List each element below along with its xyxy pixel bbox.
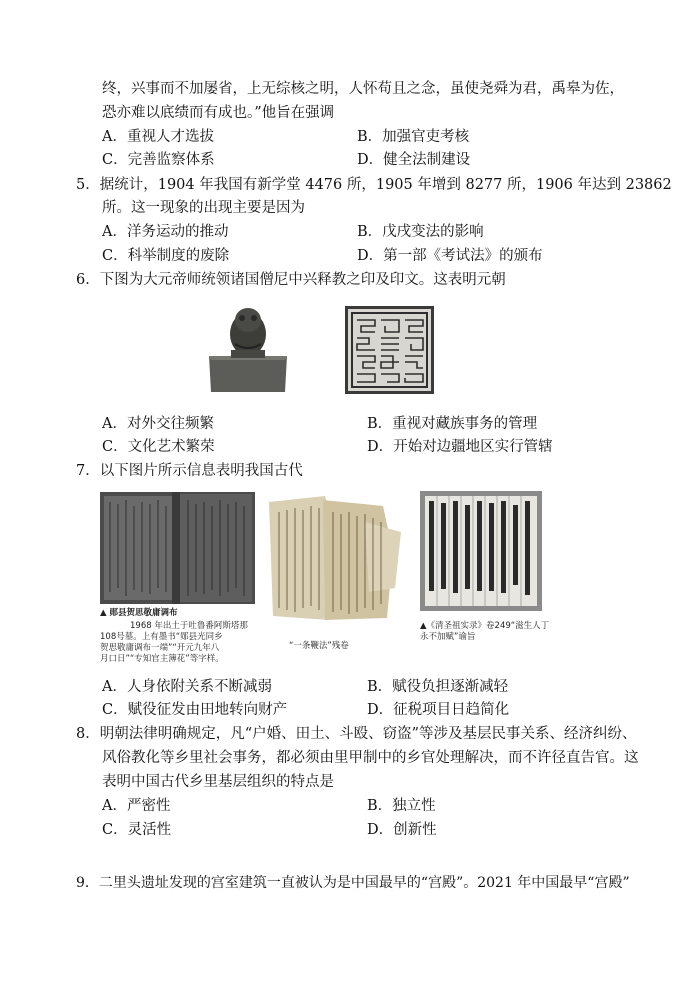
q6-stem: 6．下图为大元帝师统领诸国僧尼中兴释教之印及印文。这表明元朝 xyxy=(76,272,506,288)
q6-option-c: C．文化艺术繁荣 xyxy=(102,439,215,455)
q7-image1-caption-line-4: 月口日”“专知官主簿花”等字样。 xyxy=(100,654,224,664)
tang-tax-cloth-photo xyxy=(100,492,255,604)
q7-image3-caption-line-1: ▲《清圣祖实录》卷249“滋生人丁 xyxy=(420,621,550,631)
q4-option-a: A．重视人才选拔 xyxy=(102,129,214,145)
q8-option-d: D．创新性 xyxy=(367,822,437,838)
q7-image2-caption: “一条鞭法”残卷 xyxy=(289,641,349,651)
q7-option-b: B．赋役负担逐渐减轻 xyxy=(367,679,509,695)
q7-image1-caption-line-2: 108号墓。上有墨书“郧县光同乡 xyxy=(100,632,223,642)
q6-option-b: B．重视对藏族事务的管理 xyxy=(367,416,538,432)
q4-continuation-line-2: 恐亦难以底绩而有成也。”他旨在强调 xyxy=(102,105,335,121)
q8-option-b: B．独立性 xyxy=(367,798,436,814)
q8-option-c: C．灵活性 xyxy=(102,822,172,838)
q8-stem-line-3: 表明中国古代乡里基层组织的特点是 xyxy=(102,774,334,790)
q7-option-c: C．赋役征发由田地转向财产 xyxy=(102,702,288,718)
qing-veritable-records-photo xyxy=(420,491,542,611)
q7-image3-caption-line-2: 永不加赋”谕旨 xyxy=(420,632,476,642)
q5-option-a: A．洋务运动的推动 xyxy=(102,224,229,240)
q4-option-c: C．完善监察体系 xyxy=(102,152,215,168)
q4-continuation-line-1: 终，兴事而不加屡省，上无综核之明，人怀苟且之念，虽使尧舜为君，禹皋为佐， xyxy=(102,81,624,97)
q7-option-d: D．征税项目日趋简化 xyxy=(367,702,510,718)
bronze-seal-photo xyxy=(203,300,293,395)
q8-option-a: A．严密性 xyxy=(102,798,171,814)
q6-option-d: D．开始对边疆地区实行管辖 xyxy=(367,439,553,455)
q5-option-b: B．戊戌变法的影响 xyxy=(357,224,484,240)
q4-option-d: D．健全法制建设 xyxy=(357,152,471,168)
q7-stem: 7．以下图片所示信息表明我国古代 xyxy=(76,463,303,479)
seal-imprint-image xyxy=(345,306,434,394)
q7-image1-caption-line-1: 1968 年出土于吐鲁番阿斯塔那 xyxy=(130,621,248,631)
q5-stem-line-1: 5．据统计，1904 年我国有新学堂 4476 所，1905 年增到 8277 所，1906 年达到 23862 xyxy=(76,177,672,193)
q7-image1-caption-title: ▲ 郧县贺思敬庸调布 xyxy=(100,608,178,618)
q8-stem-line-1: 8．明朝法律明确规定，凡“户婚、田土、斗殴、窃盗”等涉及基层民事关系、经济纠纷、 xyxy=(76,726,637,742)
q7-option-a: A．人身依附关系不断减弱 xyxy=(102,679,272,695)
single-whip-law-manuscript-photo xyxy=(265,492,405,624)
q6-option-a: A．对外交往频繁 xyxy=(102,416,214,432)
q9-stem-line-1: 9．二里头遗址发现的宫室建筑一直被认为是中国最早的“宫殿”。2021 年中国最早“宫殿” xyxy=(76,875,630,891)
q5-stem-line-2: 所。这一现象的出现主要是因为 xyxy=(102,200,305,216)
q5-option-d: D．第一部《考试法》的颁布 xyxy=(357,248,543,264)
q8-stem-line-2: 风俗教化等乡里社会事务，都必须由里甲制中的乡官处理解决，而不许径直告官。这 xyxy=(102,750,639,766)
q7-image1-caption-line-3: 贺思敬庸调布一端”“开元九年八 xyxy=(100,643,220,653)
q4-option-b: B．加强官吏考核 xyxy=(357,129,470,145)
q5-option-c: C．科举制度的废除 xyxy=(102,248,230,264)
